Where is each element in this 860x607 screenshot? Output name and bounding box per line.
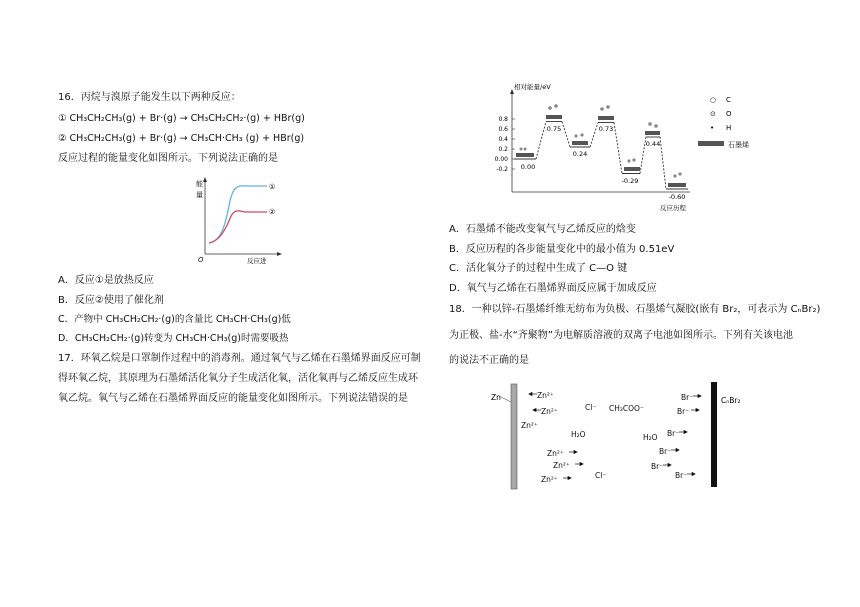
q16-x-arrow: [277, 252, 282, 256]
q17-ytick: 0.00: [494, 156, 508, 163]
q16-curve-2-label: ②: [269, 208, 276, 216]
q16-ylabel-bottom: 量: [196, 191, 203, 199]
q17-text-line-3: 氧乙烷。氧气与乙烯在石墨烯界面反应的能量变化如图所示。下列说法错误的是: [58, 393, 408, 404]
q16-xlabel: 反应进: [247, 257, 267, 264]
q17-legend-graphene-swatch: [698, 141, 724, 146]
q17-option-d: D．氧气与乙烯在石墨烯界面反应属于加成反应: [449, 283, 657, 294]
q16-y-arrow: [203, 177, 207, 182]
q18-br-ion: Br⁻: [677, 407, 690, 416]
q17-legend-o-label: O: [726, 110, 732, 118]
q18-zn-ion: Zn²⁺: [521, 421, 538, 430]
q17-text-line-2: 得环氧乙烷，其原理为石墨烯活化氧分子生成活化氧，活化氧再与乙烯反应生成环: [58, 373, 418, 384]
q17-legend-h-label: H: [726, 124, 732, 132]
q16-prompt: 反应过程的能量变化如图所示。下列说法正确的是: [58, 153, 278, 164]
q16-ylabel-top: 能: [196, 180, 203, 188]
q18-cl-ion: Cl⁻: [595, 471, 607, 480]
q17-value-label: 0.44: [645, 140, 661, 148]
q18-zn-ion: Zn²⁺: [541, 475, 558, 484]
q18-c-label: CₙBr₂: [721, 396, 741, 405]
q17-ytick: 0.2: [498, 146, 508, 153]
q18-acetate-ion: CH₃COO⁻: [609, 404, 644, 413]
q16-option-d: D．CH₃CH₂CH₂·(g)转变为 CH₃CH·CH₃(g)时需要吸热: [58, 333, 289, 344]
q18-br-ion: Br⁻: [667, 429, 680, 438]
q18-text-line-2: 为正极、盐-水“齐聚物”为电解质溶液的双离子电池如图所示。下列有关该电池: [449, 330, 793, 341]
q17-ylabel: 相对能量/eV: [514, 83, 551, 91]
q16-option-a: A．反应①是放热反应: [58, 275, 154, 286]
q17-legend-c-label: C: [726, 96, 731, 104]
q18-br-ion: Br⁻: [659, 447, 672, 456]
q18-zn-ion: Zn²⁺: [541, 407, 558, 416]
q18-text-line-1: 18．一种以锌-石墨烯纤维无纺布为负极、石墨烯气凝胶(嵌有 Br₂，可表示为 CₙBr₂): [449, 304, 821, 315]
q18-cl-ion: Cl⁻: [585, 403, 597, 412]
q16-stem: 16．丙烷与溴原子能发生以下两种反应：: [58, 92, 241, 103]
q17-legend-h-symbol: •: [710, 124, 715, 132]
q16-reaction-2: ② CH₃CH₂CH₃(g) + Br·(g) → CH₃CH·CH₃ (g) + HBr(g): [58, 133, 305, 144]
q18-ions: [521, 391, 693, 484]
q16-origin: O: [198, 256, 204, 264]
q17-ytick: -0.2: [496, 166, 508, 173]
q17-option-a: A．石墨烯不能改变氧气与乙烯反应的焓变: [449, 224, 636, 235]
q18-zn-ion: Zn²⁺: [547, 449, 564, 458]
q18-zn-ion: Zn²⁺: [553, 461, 570, 470]
q17-option-c: C．活化氧分子的过程中生成了 C—O 键: [449, 263, 628, 274]
q18-zn-ion: Zn²⁺: [537, 391, 554, 400]
q17-value-label: -0.60: [668, 193, 686, 201]
q18-text-line-3: 的说法不正确的是: [449, 355, 529, 366]
q16-reaction-1: ① CH₃CH₂CH₃(g) + Br·(g) → CH₃CH₂CH₂·(g) + HBr(g): [58, 113, 305, 124]
q18-water: H₂O: [643, 433, 658, 442]
q17-text-line-1: 17．环氧乙烷是口罩制作过程中的消毒剂。通过氧气与乙烯在石墨烯界面反应可制: [58, 353, 421, 364]
q18-zn-electrode: [511, 384, 517, 489]
q17-ytick: 0.6: [498, 126, 508, 133]
q17-value-label: 0.75: [546, 125, 562, 133]
q16-curve-1-label: ①: [269, 183, 276, 191]
q16-energy-chart: [195, 174, 290, 264]
q17-legend-graphene-label: 石墨烯: [728, 141, 749, 149]
q16-option-c: C．产物中 CH₃CH₂CH₂·(g)的含量比 CH₃CH·CH₃(g)低: [58, 314, 291, 325]
q17-value-label: 0.73: [598, 125, 614, 133]
q18-c-electrode: [711, 382, 717, 487]
q18-water: H₂O: [571, 430, 586, 439]
q16-curve-1: [209, 186, 267, 243]
q17-legend-c-symbol: ○: [710, 96, 717, 104]
q18-zn-label: Zn: [491, 393, 501, 402]
q18-battery-diagram: [485, 378, 775, 493]
q17-value-label: -0.29: [621, 177, 639, 185]
q17-ytick: 0.8: [498, 116, 508, 123]
q17-value-label: 0.24: [572, 150, 588, 158]
q17-option-b: B．反应历程的各步能量变化中的最小值为 0.51eV: [449, 244, 675, 255]
q16-option-b: B．反应②使用了催化剂: [58, 295, 164, 306]
q17-energy-diagram: [490, 78, 770, 218]
q17-ytick: 0.4: [498, 136, 508, 143]
q17-xlabel: 反应历程: [660, 204, 686, 212]
q18-br-ion: Br⁻: [675, 471, 688, 480]
q17-legend-o-symbol: ⊙: [710, 110, 716, 118]
q18-br-ion: Br⁻: [681, 393, 694, 402]
q16-curve-2: [209, 211, 267, 243]
q17-value-label: 0.00: [520, 163, 536, 171]
q18-br-ion: Br⁻: [651, 462, 664, 471]
